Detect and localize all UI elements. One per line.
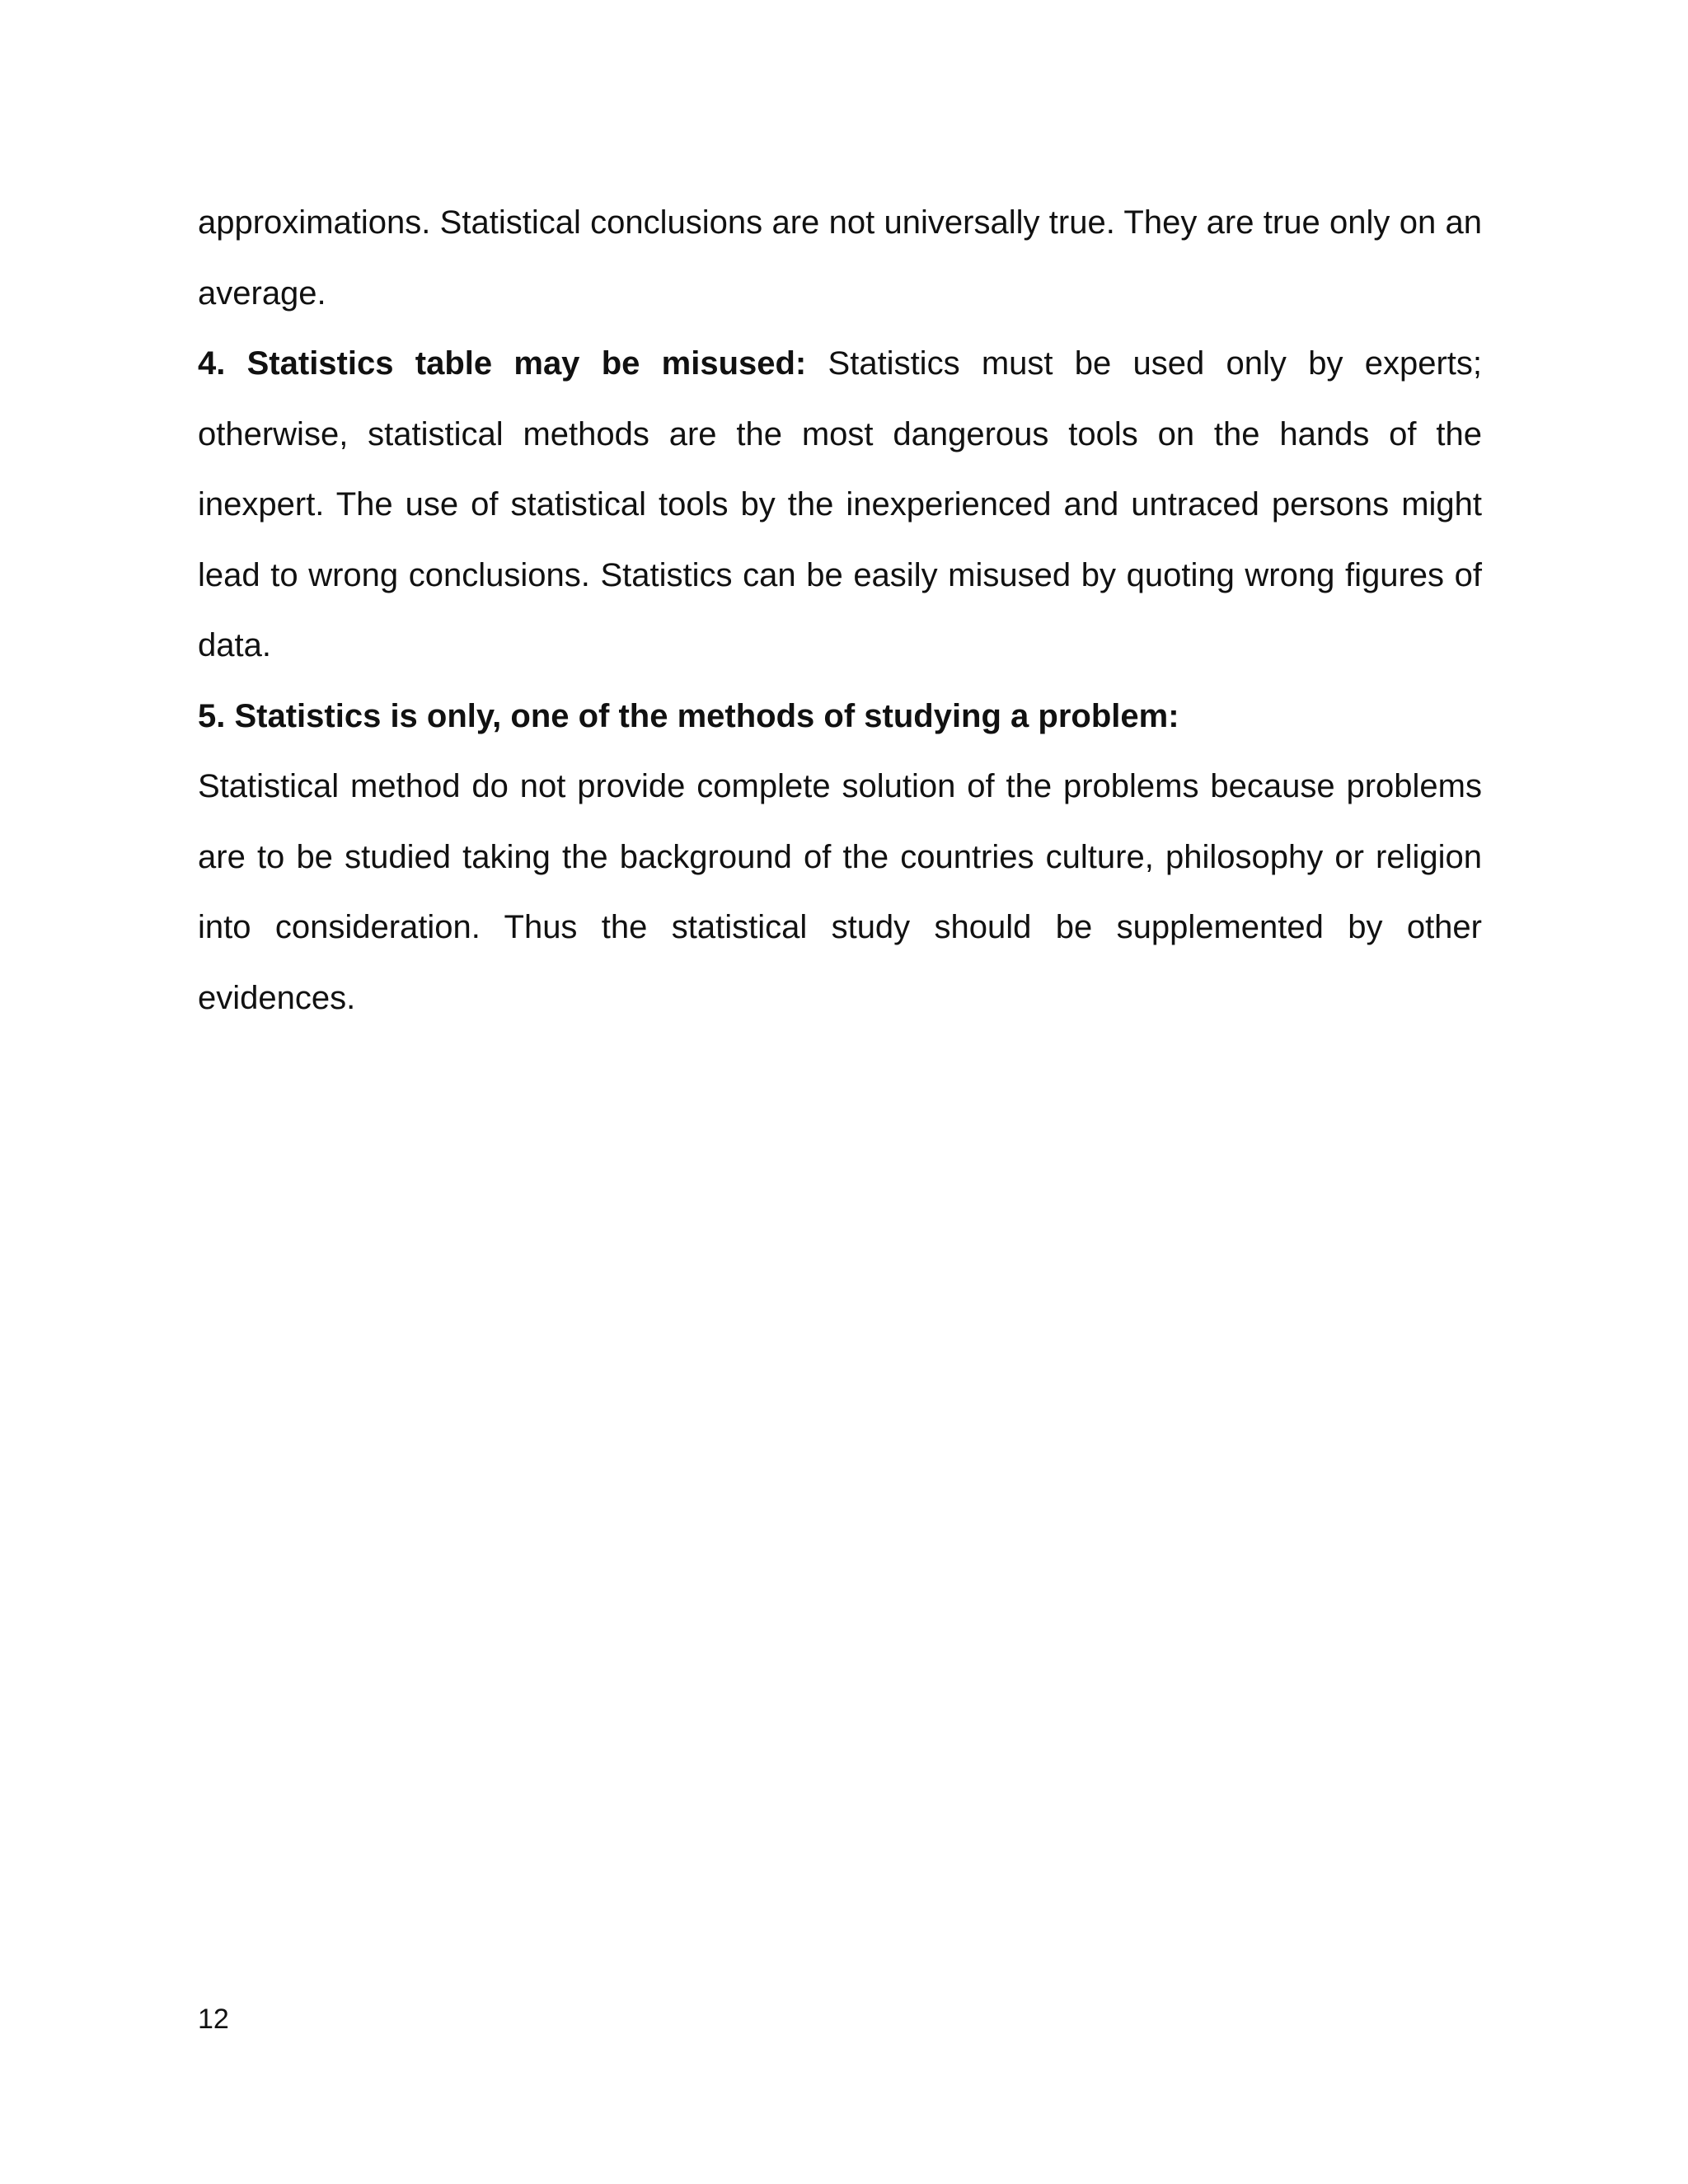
page-content <box>198 188 1482 1033</box>
paragraph-continuation: approximations. Statistical conclusions are not universally true. They are true only on an average. <box>198 204 1482 312</box>
section-4-paragraph <box>198 329 1482 682</box>
section-4-body: Statistics must be used only by experts; otherwise, statistical methods are the most dangerous tools on the hands of the inexpert. The use of statistical tools by the inexperienced and untraced persons might lead to wrong conclusions. Statistics can be easily misused by quoting wrong figures of data. <box>198 345 1483 663</box>
section-4-heading: 4. Statistics table may be misused: <box>198 345 807 382</box>
page-number: 12 <box>198 2004 229 2035</box>
section-5-heading: 5. Statistics is only, one of the methods of studying a problem: <box>198 697 1179 734</box>
section-5-body: Statistical method do not provide complete solution of the problems because problems are to be studied taking the background of the countries culture, philosophy or religion into consideration. Thus the statistical study should be supplemented by other evidences. <box>198 768 1482 1016</box>
